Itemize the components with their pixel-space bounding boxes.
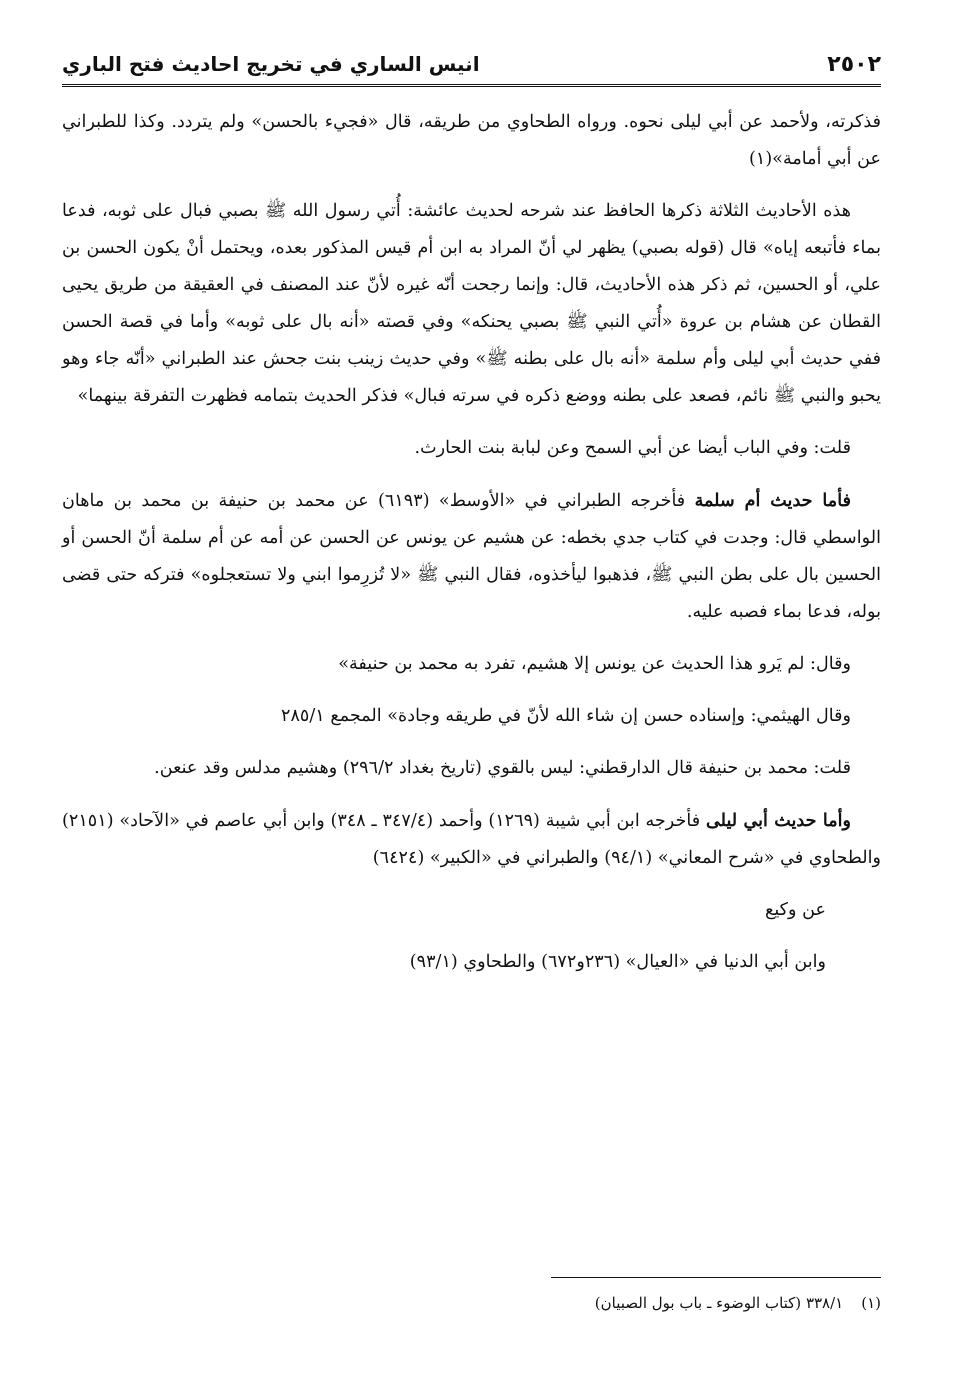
paragraph-8 [62,802,881,877]
paragraph-3-text: قلت: وفي الباب أيضا عن أبي السمح وعن لبابة بنت الحارث. [414,438,851,458]
paragraph-9-text: عن وكيع [764,900,826,920]
paragraph-7 [62,750,881,787]
paragraph-6-text: وقال الهيثمي: وإسناده حسن إن شاء الله لأنّ في طريقه وجادة» المجمع ٢٨٥/١ [281,706,851,726]
paragraph-10-text: وابن أبي الدنيا في «العيال» (٢٣٦و٦٧٢) والطحاوي (٩٣/١) [409,952,826,972]
paragraph-10 [62,944,881,981]
running-title: انيس الساري في تخريج احاديث فتح الباري [62,52,480,76]
paragraph-5 [62,646,881,683]
footnote-text: ٣٣٨/١ (كتاب الوضوء ـ باب بول الصبيان) [594,1294,844,1312]
paragraph-3 [62,430,881,467]
paragraph-4-text: فأخرجه الطبراني في «الأوسط» (٦١٩٣) عن محمد بن حنيفة بن محمد بن ماهان الواسطي قال: وجدت في كتاب جدي بخطه: عن هشيم عن يونس عن الحسن عن أمه عن أم سلمة أنّ الحسن أو الحسين بال على بطن النبي ﷺ، فذهبوا ليأخذوه، فقال النبي ﷺ «لا تُزرِموا ابني ولا تستعجلوه» فتركه حتى قضى بوله، فدعا بماء فصبه عليه. [62,491,881,622]
paragraph-9 [62,892,881,929]
paragraph-2 [62,193,881,415]
page-number: ٢٥٠٢ [827,51,881,77]
paragraph-4 [62,482,881,631]
paragraph-2-text: هذه الأحاديث الثلاثة ذكرها الحافظ عند شرحه لحديث عائشة: أُتي رسول الله ﷺ بصبي فبال على ثوبه، فدعا بماء فأتبعه إياه» قال (قوله بصبي) يظهر لي أنّ المراد به ابن أم قيس المذكور بعده، ويحتمل أنْ يكون الحسن بن علي، أو الحسين، ثم ذكر هذه الأحاديث، قال: وإنما رجحت أنّه غيره لأنّ عند المصنف في العقيقة من طريق يحيى القطان عن هشام بن عروة «أُتي النبي ﷺ بصبي يحنكه» وفي قصته «أنه بال على ثوبه» وأما في قصة الحسن ففي حديث أبي ليلى وأم سلمة «أنه بال على بطنه ﷺ» وفي حديث زينب بنت جحش عند الطبراني «أنّه جاء وهو يحبو والنبي ﷺ نائم، فصعد على بطنه ووضع ذكره في سرته فبال» فذكر الحديث بتمامه فظهرت التفرقة بينهما» [62,201,881,406]
paragraph-1 [62,104,881,178]
footnote [62,1290,881,1316]
paragraph-4-lead: فأما حديث أم سلمة [694,490,851,511]
paragraph-8-lead: وأما حديث أبي ليلى [705,810,852,831]
paragraph-5-text: وقال: لم يَرو هذا الحديث عن يونس إلا هشيم، تفرد به محمد بن حنيفة» [338,654,851,674]
paragraph-6 [62,698,881,735]
footnote-number: (١) [861,1294,881,1312]
paragraph-1-text: فذكرته، ولأحمد عن أبي ليلى نحوه. ورواه الطحاوي من طريقه، قال «فجيء بالحسن» ولم يتردد. وكذا للطبراني عن أبي أمامة»(١) [62,112,881,169]
page-header [62,44,881,87]
paragraph-8-text: فأخرجه ابن أبي شيبة (١٢٦٩) وأحمد (٣٤٧/٤ ـ ٣٤٨) وابن أبي عاصم في «الآحاد» (٢١٥١) والطحاوي في «شرح المعاني» (٩٤/١) والطبراني في «الكبير» (٦٤٢٤) [62,811,881,868]
footnote-divider [551,1277,881,1278]
paragraph-7-text: قلت: محمد بن حنيفة قال الدارقطني: ليس بالقوي (تاريخ بغداد ٢٩٦/٢) وهشيم مدلس وقد عنعن. [154,758,851,778]
document-page [62,0,881,1383]
body-text [62,104,881,986]
